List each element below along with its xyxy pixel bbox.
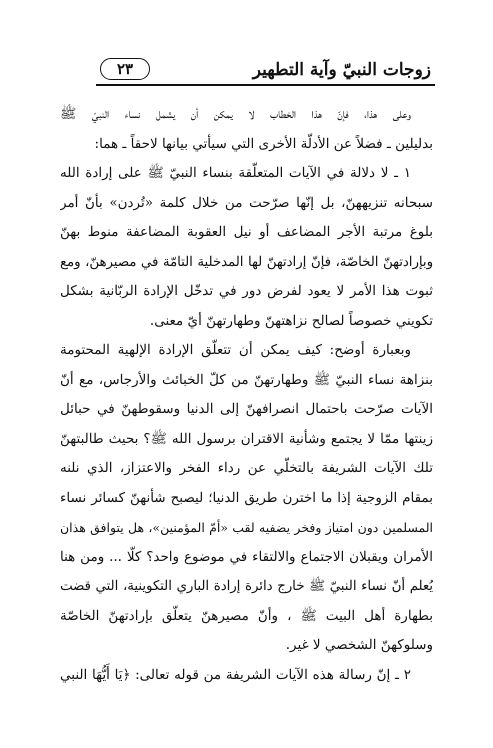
text-line: يُعلم أنّ نساء النبيّ ﷺ خارج دائرة إرادة الباري التكوينية، التي قضت — [60, 579, 433, 594]
text-line: بطهارة أهل البيت ﷺ ، وأنّ مصيرهنّ يتعلّق بإرادتهنّ الخاصّة — [60, 607, 433, 624]
header-divider — [96, 84, 435, 86]
text-line: بدليلين ـ فضلاً عن الأدلّة الأخرى التي سيأتي بيانها لاحقاً ـ هما: — [94, 135, 433, 152]
page-header — [100, 58, 431, 82]
page-number-badge: ٢٣ — [100, 58, 150, 80]
text-line: تلك الآيات الشريفة بالتخلّي عن رداء الفخر والاعتزاز، الذي نلنه — [60, 460, 433, 476]
text-line: وبإرادتهنّ الخاصّة، فإنّ إرادتهنّ لها المدخلية التامّة في مصيرهنّ، ومع — [60, 254, 433, 270]
text-line: تكويني خصوصاً لصالح نزاهتهنّ وطهارتهنّ أيّ معنى. — [149, 312, 433, 329]
body-text — [60, 100, 433, 690]
text-line: بمقام الزوجية إذا ما اخترن طريق الدنيا؛ ليصبح شأنهنّ كسائر نساء — [60, 489, 433, 506]
text-line: وعلى هذا، فإنّ هذا الخطاب لا يمكن أن يشمل نساء النبيّ ﷺ — [60, 106, 411, 122]
text-line: بلوغ مرتبة الأجر المضاعف أو نيل العقوبة المضاعفة منوط بهنّ — [60, 224, 433, 240]
text-line: بنزاهة نساء النبيّ ﷺ وطهارتهنّ من كلّ الخبائث والأرجاس، مع أنّ — [60, 371, 433, 388]
text-line: زينتها ممّا لا يجتمع وشأنية الاقتران برسول الله ﷺ؟ بحيث طالبتهنّ — [60, 430, 433, 447]
text-line: وبعبارة أوضح: كيف يمكن أن تتعلّق الإرادة الإلهية المحتومة — [60, 342, 411, 358]
text-line: سبحانه تنزيههنّ، بل إنّها صرّحت من خلال كلمة «تُردن» بأنّ أمر — [60, 194, 433, 211]
text-line: ١ ـ لا دلالة في الآيات المتعلّقة بنساء النبيّ ﷺ على إرادة الله — [60, 165, 411, 181]
text-line: ٢ ـ إنّ رسالة هذه الآيات الشريفة من قوله تعالى: ﴿يَا أَيُّهَا النبي — [60, 666, 411, 683]
text-line: ثبوت هذا الأمر لا يعود لفرض دور في تدخّل الإرادة الربّانية بشكل — [60, 283, 433, 299]
text-line: المسلمين دون امتياز وفخر يضفيه لقب «أمّ المؤمنين»، هل يتوافق هذان — [60, 520, 433, 535]
text-line: وسلوكهنّ الشخصي لا غير. — [285, 637, 433, 653]
running-title: زوجات النبيّ وآية التطهير — [252, 60, 431, 80]
text-line: الآيات صرّحت باحتمال انصرافهنّ إلى الدنيا وسقوطهنّ في حبائل — [60, 401, 433, 417]
text-line: الأمران ويقبلان الاجتماع والالتقاء في موضوع واحد؟ كلّا ... ومن هنا — [60, 548, 433, 565]
